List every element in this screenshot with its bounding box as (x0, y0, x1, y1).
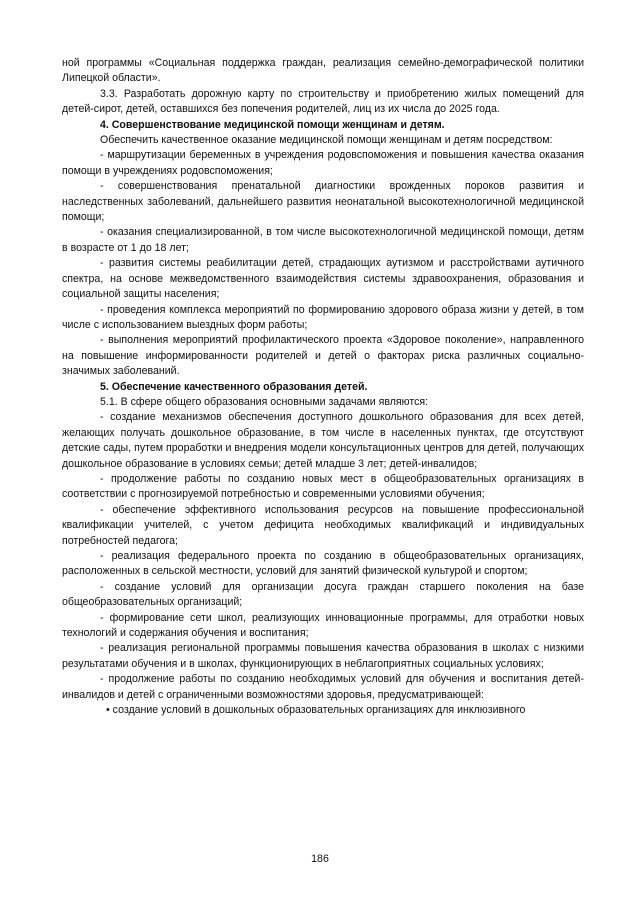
paragraph: - выполнения мероприятий профилактического проекта «Здоровое поколение», направленного на повышение информированности родителей и детей о факторах риска различных социально-значимых заболеваний. (62, 334, 584, 378)
paragraph: - оказания специализированной, в том числе высокотехнологичной медицинской помощи, детям в возрасте от 1 до 18 лет; (62, 226, 584, 254)
paragraph: - реализация региональной программы повышения качества образования в школах с низкими результатами обучения и в школах, функционирующих в неблагоприятных социальных условиях; (62, 642, 584, 670)
section-heading: 5. Обеспечение качественного образования детей. (100, 380, 368, 393)
paragraph: - совершенствования пренатальной диагностики врожденных пороков развития и наследственных заболеваний, дальнейшего развития неонатальной высокотехнологичной медицинской помощи; (62, 180, 584, 224)
section-heading: 4. Совершенствование медицинской помощи женщинам и детям. (100, 118, 445, 131)
paragraph: 3.3. Разработать дорожную карту по строительству и приобретению жилых помещений для детей-сирот, детей, оставшихся без попечения родителей, лиц из их числа до 2025 года. (62, 87, 584, 116)
paragraph: Обеспечить качественное оказание медицинской помощи женщинам и детям посредством: (100, 134, 553, 147)
paragraph: - создание условий для организации досуга граждан старшего поколения на базе общеобразовательных организаций; (62, 580, 584, 609)
paragraph: - реализация федерального проекта по созданию в общеобразовательных организациях, расположенных в сельской местности, условий для занятий физической культурой и спортом; (62, 550, 584, 578)
paragraph: - создание механизмов обеспечения доступного дошкольного образования для всех детей, желающих получать дошкольное образование, в том числе в населенных пунктах, где отсутствуют детские сады, путем проработки и внедрения модели консультационных центров для детей, получающих дошкольное образование в условиях семьи; детей младше 3 лет; детей-инвалидов; (62, 411, 584, 470)
paragraph: • создание условий в дошкольных образовательных организациях для инклюзивного (106, 704, 526, 717)
paragraph: - маршрутизации беременных в учреждения родовспоможения и повышения качества оказания помощи в учреждениях родовспоможения; (62, 149, 584, 177)
paragraph: - проведения комплекса мероприятий по формированию здорового образа жизни у детей, в том числе с использованием выездных форм работы; (62, 303, 584, 331)
paragraph: ной программы «Социальная поддержка граждан, реализация семейно-демографической политики Липецкой области». (62, 57, 584, 85)
page-number: 186 (311, 853, 329, 865)
paragraph: 5.1. В сфере общего образования основными задачами являются: (100, 395, 429, 408)
paragraph: - продолжение работы по созданию новых мест в общеобразовательных организациях в соответствии с прогнозируемой потребностью и современными условиями обучения; (62, 472, 584, 501)
paragraph: - формирование сети школ, реализующих инновационные программы, для отработки новых технологий и содержания обучения и воспитания; (62, 611, 584, 640)
paragraph: - развития системы реабилитации детей, страдающих аутизмом и расстройствами аутичного спектра, на основе межведомственного взаимодействия системы здравоохранения, образования и социальной защиты населения; (62, 257, 584, 301)
paragraph: - продолжение работы по созданию необходимых условий для обучения и воспитания детей-инвалидов и детей с ограниченными возможностями здоровья, предусматривающей: (62, 673, 584, 701)
paragraph: - обеспечение эффективного использования ресурсов на повышение профессиональной квалификации учителей, с учетом дефицита необходимых квалификаций и индивидуальных потребностей педагога; (62, 503, 584, 547)
document-body (62, 56, 584, 718)
